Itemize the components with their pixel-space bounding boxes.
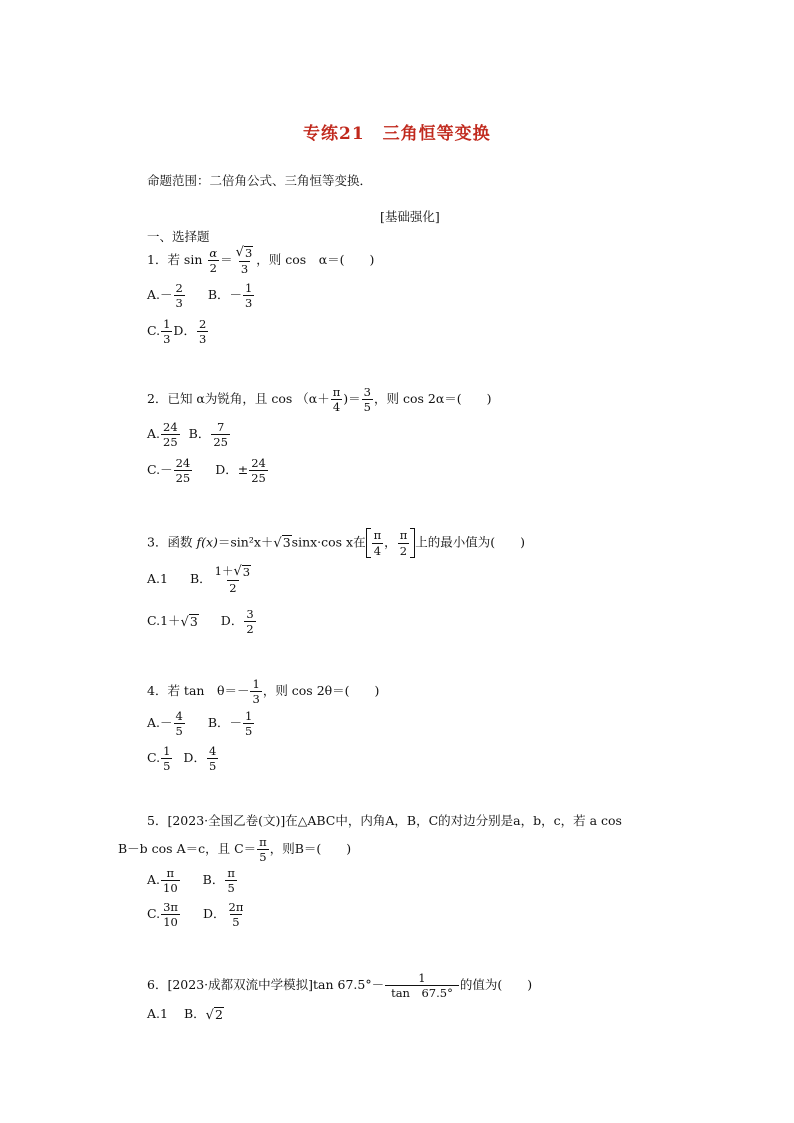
- fraction-numerator: 1: [163, 317, 171, 331]
- fraction-numerator: 1: [163, 744, 171, 758]
- option-label: C.: [147, 750, 161, 766]
- option-label: A.: [147, 426, 161, 442]
- fraction-denominator: 5: [227, 881, 235, 896]
- fraction-numerator: 2π: [228, 900, 244, 914]
- fraction-denominator: 25: [175, 471, 191, 486]
- q5-fraction-pi-5: [257, 836, 269, 863]
- option-b: [208, 282, 256, 309]
- fraction-denominator: 25: [163, 435, 178, 450]
- fraction-numerator: 4: [175, 709, 183, 723]
- fraction-numerator: 7: [217, 420, 225, 434]
- option-label: C.: [147, 906, 161, 922]
- option-label: B．－: [207, 287, 243, 303]
- option-d: [203, 901, 246, 928]
- fraction-numerator: 1: [245, 709, 253, 723]
- fraction-denominator: 4: [373, 543, 382, 558]
- fraction-numerator: 24: [251, 456, 266, 470]
- question-3-options-cd: [147, 608, 257, 635]
- option-label: D．±: [215, 462, 249, 478]
- option-d: [183, 745, 219, 772]
- q3-fraction-pi-2: [398, 529, 410, 556]
- option-a: [147, 421, 181, 448]
- left-bracket: [366, 528, 371, 558]
- q3-stem-c: sinx·cos x在: [291, 534, 366, 550]
- fraction-denominator: 2: [229, 580, 237, 595]
- question-4-stem: [147, 678, 379, 705]
- fraction-numerator: 1: [252, 677, 260, 691]
- q4-fraction-1-3: [250, 678, 261, 705]
- question-2-options-cd: [147, 457, 269, 484]
- option-label: B．: [183, 1006, 206, 1022]
- q1-stem-start: 1．若 sin: [147, 251, 203, 267]
- scope-line: 命题范围：二倍角公式、三角恒等变换．: [147, 173, 373, 188]
- question-4-options-cd: [147, 745, 219, 772]
- option-b: [190, 565, 254, 594]
- option-label: D．: [202, 906, 226, 922]
- equals-sign: ＝: [220, 251, 233, 267]
- fraction-numerator: 24: [175, 456, 191, 470]
- fraction-denominator: 5: [363, 400, 371, 415]
- option-d: [215, 457, 269, 484]
- question-3-stem: [147, 528, 525, 558]
- question-1-stem: [147, 246, 374, 275]
- fraction-numerator: 3: [363, 385, 371, 399]
- q1-fraction-alpha-2: [207, 247, 219, 274]
- q3-stem-b: ＝sin²x＋: [217, 534, 274, 550]
- sqrt: √ 3: [180, 614, 198, 630]
- fraction-denominator: 25: [251, 471, 266, 486]
- fraction-denominator: 3: [175, 296, 183, 311]
- fraction-denominator: 3: [163, 332, 171, 347]
- option-d: [173, 318, 209, 345]
- fraction-denominator: 4: [332, 400, 341, 415]
- q3-stem-start: 3．函数: [147, 534, 197, 550]
- fraction-denominator: 2: [246, 622, 254, 637]
- option-label: B．: [188, 426, 211, 442]
- fraction-numerator: 3: [246, 607, 254, 621]
- part-heading: 一、选择题: [147, 229, 210, 244]
- q2-fraction-pi-4: [331, 386, 343, 413]
- fraction-numerator: 1: [418, 971, 426, 985]
- option-label: A.－: [147, 287, 173, 303]
- q4-stem-end: ，则 cos 2θ＝( ): [262, 683, 380, 699]
- question-5-options-ab: [147, 867, 238, 894]
- fraction-denominator: 2: [399, 543, 408, 558]
- fraction-denominator: 5: [208, 759, 217, 774]
- question-1-options-cd: [147, 318, 209, 345]
- fraction-denominator: tan 67.5°: [385, 985, 459, 999]
- fraction-denominator: 10: [163, 881, 178, 896]
- q5-line-2-start: B－b cos A＝c，且 C＝: [118, 841, 257, 857]
- option-b: [203, 867, 238, 894]
- fraction-numerator: π: [227, 866, 235, 880]
- question-2-stem: [147, 386, 492, 413]
- question-5-line-2: [118, 836, 351, 863]
- option-label: A.: [147, 872, 161, 888]
- fraction-numerator: α: [209, 245, 218, 260]
- fraction-denominator: 5: [259, 850, 267, 865]
- option-a: A.1: [147, 1006, 168, 1022]
- question-5-line-1: 5．[2023·全国乙卷(文)]在△ABC中，内角A，B，C的对边分别是a，b，c，若 a cos: [147, 813, 622, 828]
- option-c: [147, 614, 199, 629]
- option-a: [147, 867, 181, 894]
- fraction-numerator: π: [373, 528, 382, 543]
- fraction-numerator: π: [399, 528, 408, 543]
- option-c: [147, 457, 193, 484]
- radicand: 3: [244, 246, 253, 260]
- fraction-denominator: 3: [240, 261, 249, 276]
- q1-stem-end: ，则 cos α＝( ): [256, 251, 375, 267]
- sqrt: √ 2: [205, 1007, 223, 1023]
- radicand: 3: [189, 614, 198, 630]
- q6-fraction-1-over-tan: [385, 972, 459, 999]
- option-d: [221, 608, 257, 635]
- fraction-denominator: 5: [175, 724, 183, 739]
- q5-line-2-end: ，则B＝( ): [269, 841, 352, 857]
- q6-stem-start: 6．[2023·成都双流中学模拟]tan 67.5°－: [147, 977, 385, 993]
- q4-stem-start: 4．若 tan θ＝－: [147, 683, 250, 699]
- option-a: [147, 282, 186, 309]
- option-label: D．: [173, 323, 196, 339]
- sqrt: √ 3: [273, 534, 291, 551]
- q6-stem-end: 的值为( ): [459, 977, 533, 993]
- function-name: f(x): [196, 534, 218, 550]
- fraction-numerator: 2: [175, 281, 183, 295]
- section-heading: [基础强化]: [380, 209, 440, 224]
- option-label: C.－: [147, 462, 173, 478]
- question-4-options-ab: [147, 710, 255, 737]
- sqrt: √ 3: [233, 564, 251, 579]
- option-label: B．－: [207, 715, 243, 731]
- option-b: [189, 421, 231, 448]
- option-a: [147, 710, 186, 737]
- option-label: B．: [202, 872, 225, 888]
- fraction-numerator: 4: [208, 744, 217, 758]
- q1-fraction-sqrt3-3: [234, 246, 256, 275]
- question-6-stem: [147, 972, 532, 999]
- option-a: A.1: [147, 571, 168, 587]
- question-2-options-ab: [147, 421, 231, 448]
- option-label: B．: [189, 571, 212, 587]
- q3-stem-end: 上的最小值为( ): [415, 534, 526, 550]
- comma: ，: [384, 534, 397, 550]
- option-c: [147, 901, 181, 928]
- fraction-denominator: 5: [232, 915, 240, 930]
- fraction-numerator: π: [166, 866, 175, 880]
- question-3-options-ab: [147, 565, 254, 594]
- question-5-options-cd: [147, 901, 246, 928]
- option-label: C.: [147, 323, 161, 339]
- fraction-denominator: 25: [213, 435, 228, 450]
- fraction-denominator: 10: [163, 915, 178, 930]
- fraction-numerator: 3π: [163, 900, 178, 914]
- fraction-numerator: 2: [198, 317, 207, 331]
- numerator-prefix: 1＋: [214, 564, 234, 578]
- radicand: 2: [214, 1007, 223, 1022]
- q2-stem-mid: )＝: [343, 391, 361, 407]
- question-1-options-ab: [147, 282, 255, 309]
- q3-fraction-pi-4: [372, 529, 384, 556]
- option-b: [208, 710, 256, 737]
- option-b: [184, 1007, 224, 1022]
- fraction-denominator: 3: [245, 296, 253, 311]
- q2-stem-end: ，则 cos 2α＝( ): [373, 391, 492, 407]
- radicand: 3: [282, 534, 291, 550]
- page-title: 专练21 三角恒等变换: [303, 124, 491, 144]
- fraction-numerator: 1: [245, 281, 253, 295]
- fraction-denominator: 3: [252, 692, 260, 707]
- option-label: A.－: [147, 715, 173, 731]
- q2-stem-start: 2．已知 α为锐角，且 cos （α＋: [147, 391, 330, 407]
- option-label: D．: [183, 750, 206, 766]
- option-label: D．: [220, 613, 244, 629]
- fraction-denominator: 5: [163, 759, 171, 774]
- fraction-numerator: π: [259, 835, 267, 849]
- fraction-numerator: π: [332, 385, 341, 399]
- q2-fraction-3-5: [362, 386, 373, 413]
- fraction-numerator: 24: [163, 420, 178, 434]
- fraction-denominator: 2: [209, 260, 217, 275]
- question-6-options-ab: [147, 1007, 224, 1022]
- option-label: C.1＋: [147, 613, 181, 629]
- fraction-denominator: 5: [245, 724, 253, 739]
- radicand: 3: [242, 565, 251, 579]
- fraction-denominator: 3: [198, 332, 207, 347]
- sqrt: √ 3: [235, 245, 253, 260]
- option-c: [147, 318, 173, 345]
- option-c: [147, 745, 173, 772]
